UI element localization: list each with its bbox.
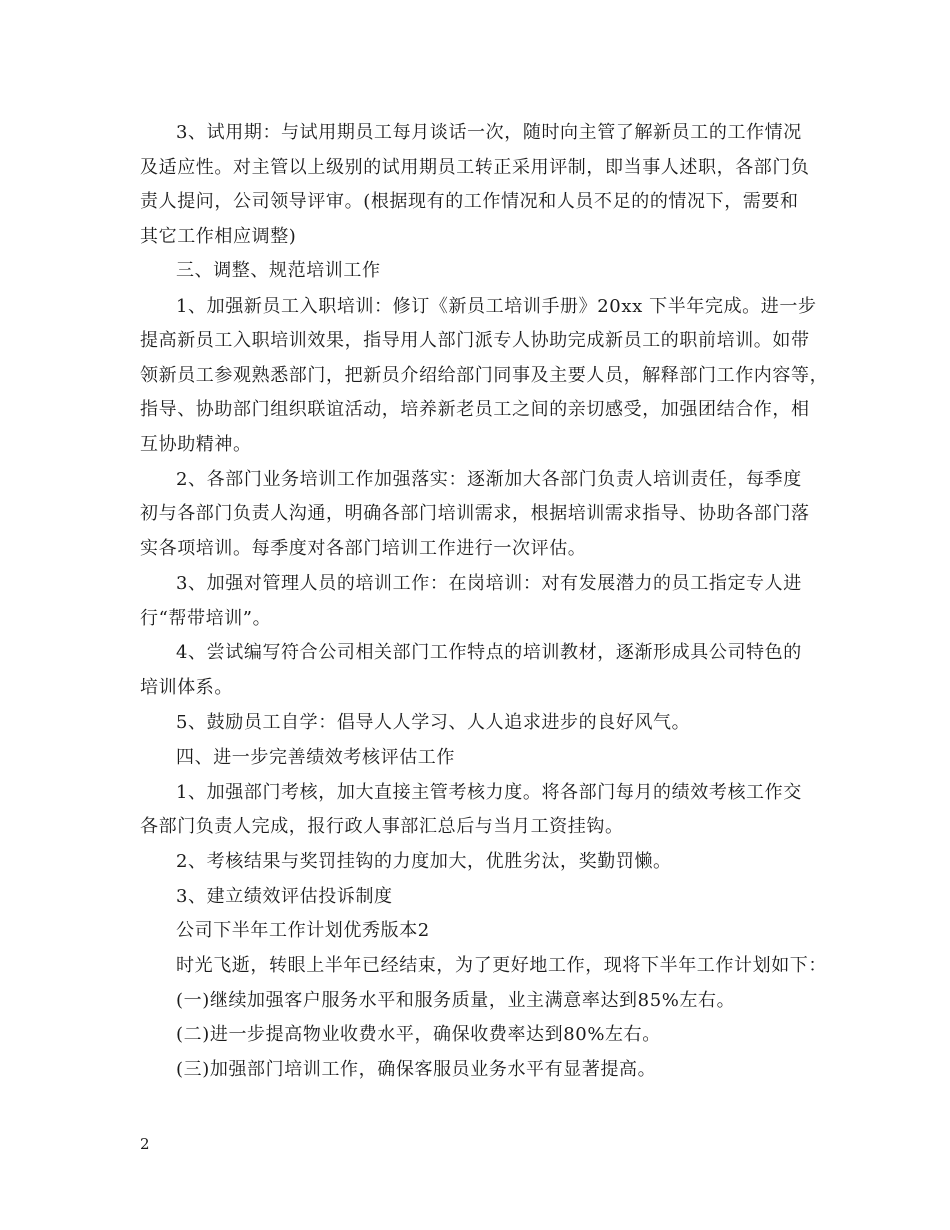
paragraph-line: 提高新员工入职培训效果，指导用人部门派专人协助完成新员工的职前培训。如带 [140, 330, 810, 351]
paragraph-line: 2、考核结果与奖罚挂钩的力度加大，优胜劣汰，奖勤罚懒。 [176, 851, 672, 872]
paragraph-line: 责人提问，公司领导评审。(根据现有的工作情况和人员不足的的情况下，需要和 [140, 191, 799, 212]
paragraph-line: 行“帮带培训”。 [140, 608, 272, 629]
paragraph-line: 各部门负责人完成，报行政人事部汇总后与当月工资挂钩。 [140, 816, 624, 837]
paragraph-line: 时光飞逝，转眼上半年已经结束，为了更好地工作，现将下半年工作计划如下： [176, 955, 827, 976]
paragraph-line: 互协助精神。 [140, 434, 252, 455]
paragraph-line: 指导、协助部门组织联谊活动，培养新老员工之间的亲切感受，加强团结合作，相 [140, 399, 810, 420]
paragraph-line: 培训体系。 [140, 677, 233, 698]
paragraph-line: 3、建立绩效评估投诉制度 [176, 886, 393, 907]
paragraph-line: 3、试用期：与试用期员工每月谈话一次，随时向主管了解新员工的工作情况 [176, 122, 802, 143]
paragraph-line: 其它工作相应调整) [140, 226, 297, 247]
section-heading: 三、调整、规范培训工作 [176, 260, 381, 281]
paragraph-line: 3、加强对管理人员的培训工作：在岗培训：对有发展潜力的员工指定专人进 [176, 573, 802, 594]
paragraph-line: 1、加强部门考核，加大直接主管考核力度。将各部门每月的绩效考核工作交 [176, 782, 802, 803]
paragraph-line: 实各项培训。每季度对各部门培训工作进行一次评估。 [140, 538, 587, 559]
list-item: (一)继续加强客户服务水平和服务质量，业主满意率达到85%左右。 [176, 990, 736, 1011]
paragraph-line: 及适应性。对主管以上级别的试用期员工转正采用评制，即当事人述职，各部门负 [140, 157, 810, 178]
section-heading: 四、进一步完善绩效考核评估工作 [176, 747, 455, 768]
list-item: (二)进一步提高物业收费水平，确保收费率达到80%左右。 [176, 1024, 661, 1045]
page-number: 2 [140, 1135, 150, 1153]
paragraph-line: 初与各部门负责人沟通，明确各部门培训需求，根据培训需求指导、协助各部门落 [140, 503, 810, 524]
paragraph-line: 5、鼓励员工自学：倡导人人学习、人人追求进步的良好风气。 [176, 712, 691, 733]
paragraph-line: 2、各部门业务培训工作加强落实：逐渐加大各部门负责人培训责任，每季度 [176, 469, 802, 490]
document-title: 公司下半年工作计划优秀版本2 [176, 920, 430, 941]
paragraph-line: 领新员工参观熟悉部门，把新员介绍给部门同事及主要人员，解释部门工作内容等， [140, 365, 829, 386]
paragraph-line: 4、尝试编写符合公司相关部门工作特点的培训教材，逐渐形成具公司特色的 [176, 642, 802, 663]
paragraph-line: 1、加强新员工入职培训：修订《新员工培训手册》20xx 下半年完成。进一步 [176, 296, 817, 317]
list-item: (三)加强部门培训工作，确保客服员业务水平有显著提高。 [176, 1059, 657, 1080]
